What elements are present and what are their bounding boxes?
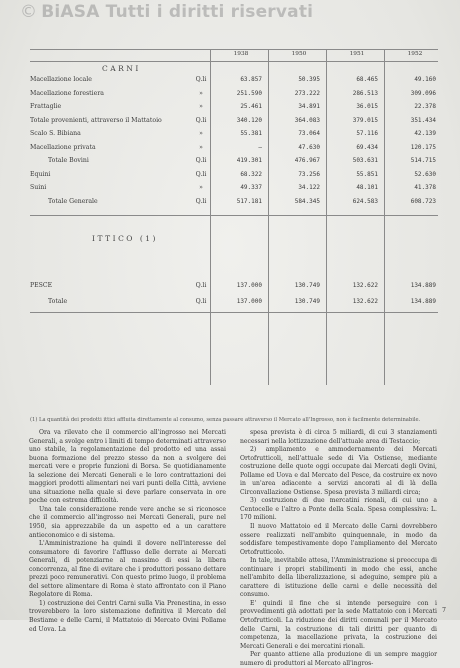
row-unit: » [199,89,203,97]
table-row [22,115,442,126]
paragraph: L'Amministrazione ha quindi il dovere nell'interesse del consumatore di favorire l'afflusso delle derrate ai Mercati Generali, di potenziarne al massimo di essi la libera concorrenza, al fine di evitare che i produttori possano dettare prezzi poco remunerativi. Con questo primo luogo, il problema del settore alimentare di Roma è stato affrontato con il Piano Regolatore di Roma. [29,540,226,599]
table-cell: 63.857 [240,76,262,83]
table-cell: 379.015 [352,116,378,124]
watermark-text: BiASA Tutti i diritti riservati [41,2,314,22]
row-unit: Q.li [195,298,207,305]
table-row [22,196,442,207]
table-cell: 50.395 [298,76,320,83]
table-row [22,142,442,153]
section-title-carni: CARNI [102,64,141,73]
copyright-icon: © [20,2,38,22]
table-cell: 48.101 [356,184,378,191]
table-cell: 132.622 [352,298,378,305]
table-cell: 22.378 [414,103,436,110]
table-cell: 41.378 [414,184,436,191]
body-column-left [29,429,226,634]
row-label: Totale provenienti, attraverso il Mattatoio [30,116,162,124]
watermark [20,2,450,22]
year-header: 1952 [407,51,423,57]
paragraph: 3) costruzione di due mercatini rionali, di cui uno a Centocelle e l'altro a Ponte della Scala. Spesa complessiva: L. 170 milioni. [240,497,437,522]
paragraph: spesa prevista è di circa 5 miliardi, di cui 3 stanziamenti necessari nella lottizzazione dell'attuale area di Testaccio; [240,429,437,445]
table-cell: 132.622 [352,282,378,289]
paragraph: Una tale considerazione rende vere anche se si riconosce che il commercio all'ingrosso nei Mercati Generali, pure nel 1950, sia apprezzabile da un aspetto ed a un carattere antieconomico e di sistema. [29,505,226,539]
row-label: Macellazione privata [30,143,96,151]
table-cell: 34.122 [298,184,320,191]
row-label: Totale Generale [48,197,98,205]
paragraph: 1) costruzione dei Centri Carni sulla Via Prenestina, in esso troverebbero la loro sistemazione definitiva il Mercato del Bestiame e delle Carni, il Mattatoio di Mercato Ovini Pollame ed Uova. La [29,599,226,633]
row-label: PESCE [30,282,53,289]
table-cell: 47.630 [298,143,320,151]
row-unit: Q.li [195,170,207,178]
table-cell: 55.381 [240,130,262,137]
row-label: Suini [30,184,47,191]
table-cell: 137.000 [236,282,262,289]
row-unit: Q.li [195,282,207,289]
table-cell: 286.513 [352,89,378,97]
table-cell: 584.345 [294,197,320,205]
table-cell: 514.715 [410,157,436,164]
table-cell: 251.590 [236,89,262,97]
paragraph: Per quanto attiene alla produzione di un sempre maggior numero di produttori al Mercato all'ingros- [240,651,437,667]
table-footnote: (1) La quantità dei prodotti ittici affluita direttamente al consumo, senza passare attraverso il Mercato all'Ingrosso, non è facilmente determinabile. [30,417,421,423]
paragraph: In tale, inevitabile attesa, l'Amministrazione si preoccupa di continuare i propri stabilimenti in modo che essi, anche nell'ambito della liberalizzazione, si adeguino, sempre più a carattere di istituzione delle carni e delle necessità del consumo. [240,557,437,599]
table-row [22,280,442,291]
row-label: Equini [30,170,51,178]
table-row [22,296,442,307]
table-cell: 517.181 [236,197,262,205]
paragraph: Il nuovo Mattatoio ed il Mercato delle Carni dovrebbero essere realizzati nell'ambito quinquennale, in modo da soddisfare tempestivamente dopo l'ampliamento del Mercato Ortofrutticolo. [240,523,437,556]
row-unit: » [199,130,203,137]
table-cell: 309.096 [410,89,436,97]
year-header: 1938 [233,51,249,57]
table-cell: 340.120 [236,116,262,124]
table-cell: 68.465 [356,76,378,83]
table-cell: 273.222 [294,89,320,97]
table-cell: 73.256 [298,170,320,178]
year-header: 1951 [349,51,365,57]
table-cell: 476.967 [294,157,320,164]
row-label: Frattaglie [30,103,62,110]
table-row [22,101,442,112]
table-row [22,128,442,139]
table-cell: 608.723 [410,197,436,205]
table-cell: 69.434 [356,143,378,151]
row-unit: » [199,103,203,110]
row-label: Totale Bovini [48,157,89,164]
body-column-right [240,429,437,668]
row-unit: Q.li [195,197,207,205]
table-cell: 130.749 [294,282,320,289]
table-row [22,88,442,99]
paragraph: 2) ampliamento e ammodernamento dei Mercati Ortofrutticoli, nell'attuale sede di Via Ostiense, mediante costruzione delle quote oggi occupate dai Mercati degli Ovini, Pollame ed Uova e dal Mercato del Pesce, da costruire ex novo in un'area adiacente a servizi ancorati al di là della Circonvallazione Ostiense. Spesa prevista 3 miliardi circa; [240,446,437,496]
table-row [22,169,442,180]
table-cell: 68.322 [240,170,262,178]
table-cell: 351.434 [410,116,436,124]
table-cell: 624.583 [352,197,378,205]
table-cell: 49.160 [414,76,436,83]
table-cell: 503.631 [352,157,378,164]
table-cell: 42.139 [414,130,436,137]
table-cell: 52.630 [414,170,436,178]
table-cell: 120.175 [410,143,436,151]
row-label: Macellazione forestiera [30,89,104,97]
table-cell: 34.891 [298,103,320,110]
row-unit: » [199,143,203,151]
table-cell: 137.000 [236,298,262,305]
row-label: Totale [48,298,68,305]
paragraph: Ora va rilevato che il commercio all'ingrosso nei Mercati Generali, a svolge entro i limiti di tempo determinati attraverso uno stabile, la regolamentazione del prodotto ed una assai buona formazione del prezzo stesso da non a svolgere dei mercati vere e proprie funzioni di Borsa. Se quotidianamente la selezione dei Mercati Generali e le loro contrattazioni dei maggiori prodotti alimentari nei vari punti della Città, avviene una situazione nella quale si deve parlare conservata in ore poche con estrema difficoltà. [29,429,226,505]
table-cell: 57.116 [356,130,378,137]
row-unit: Q.li [195,157,207,164]
table-cell: 364.083 [294,116,320,124]
table-row [22,74,442,85]
row-unit: Q.li [195,76,207,83]
statistics-table [22,40,442,385]
year-header: 1950 [291,51,307,57]
table-cell: 55.851 [356,170,378,178]
page-number: 7 [442,607,446,614]
table-cell: 419.301 [236,157,262,164]
table-cell: 25.461 [240,103,262,110]
table-cell: 73.064 [298,130,320,137]
section-title-pesce: ITTICO (1) [92,234,158,243]
row-unit: » [199,184,203,191]
table-cell: — [258,143,262,151]
table-cell: 36.015 [356,103,378,110]
table-row [22,182,442,193]
table-cell: 49.337 [240,184,262,191]
table-cell: 134.889 [410,282,436,289]
table-cell: 130.749 [294,298,320,305]
row-label: Macellazione locale [30,76,92,83]
row-unit: Q.li [195,116,207,124]
table-cell: 134.889 [410,298,436,305]
paragraph: E' quindi il fine che si intende perseguire con i provvedimenti già adottati per la sede Mattatoio con i Mercati Ortofrutticoli. La riduzione dei diritti comunali per il Mercato delle Carni, la costruzione di tali diritti per quanto di competenza, la macellazione privata, la costruzione dei Mercati Generali e dei mercatini rionali. [240,599,437,650]
table-row [22,155,442,166]
row-label: Scalo S. Bibiana [30,130,81,137]
